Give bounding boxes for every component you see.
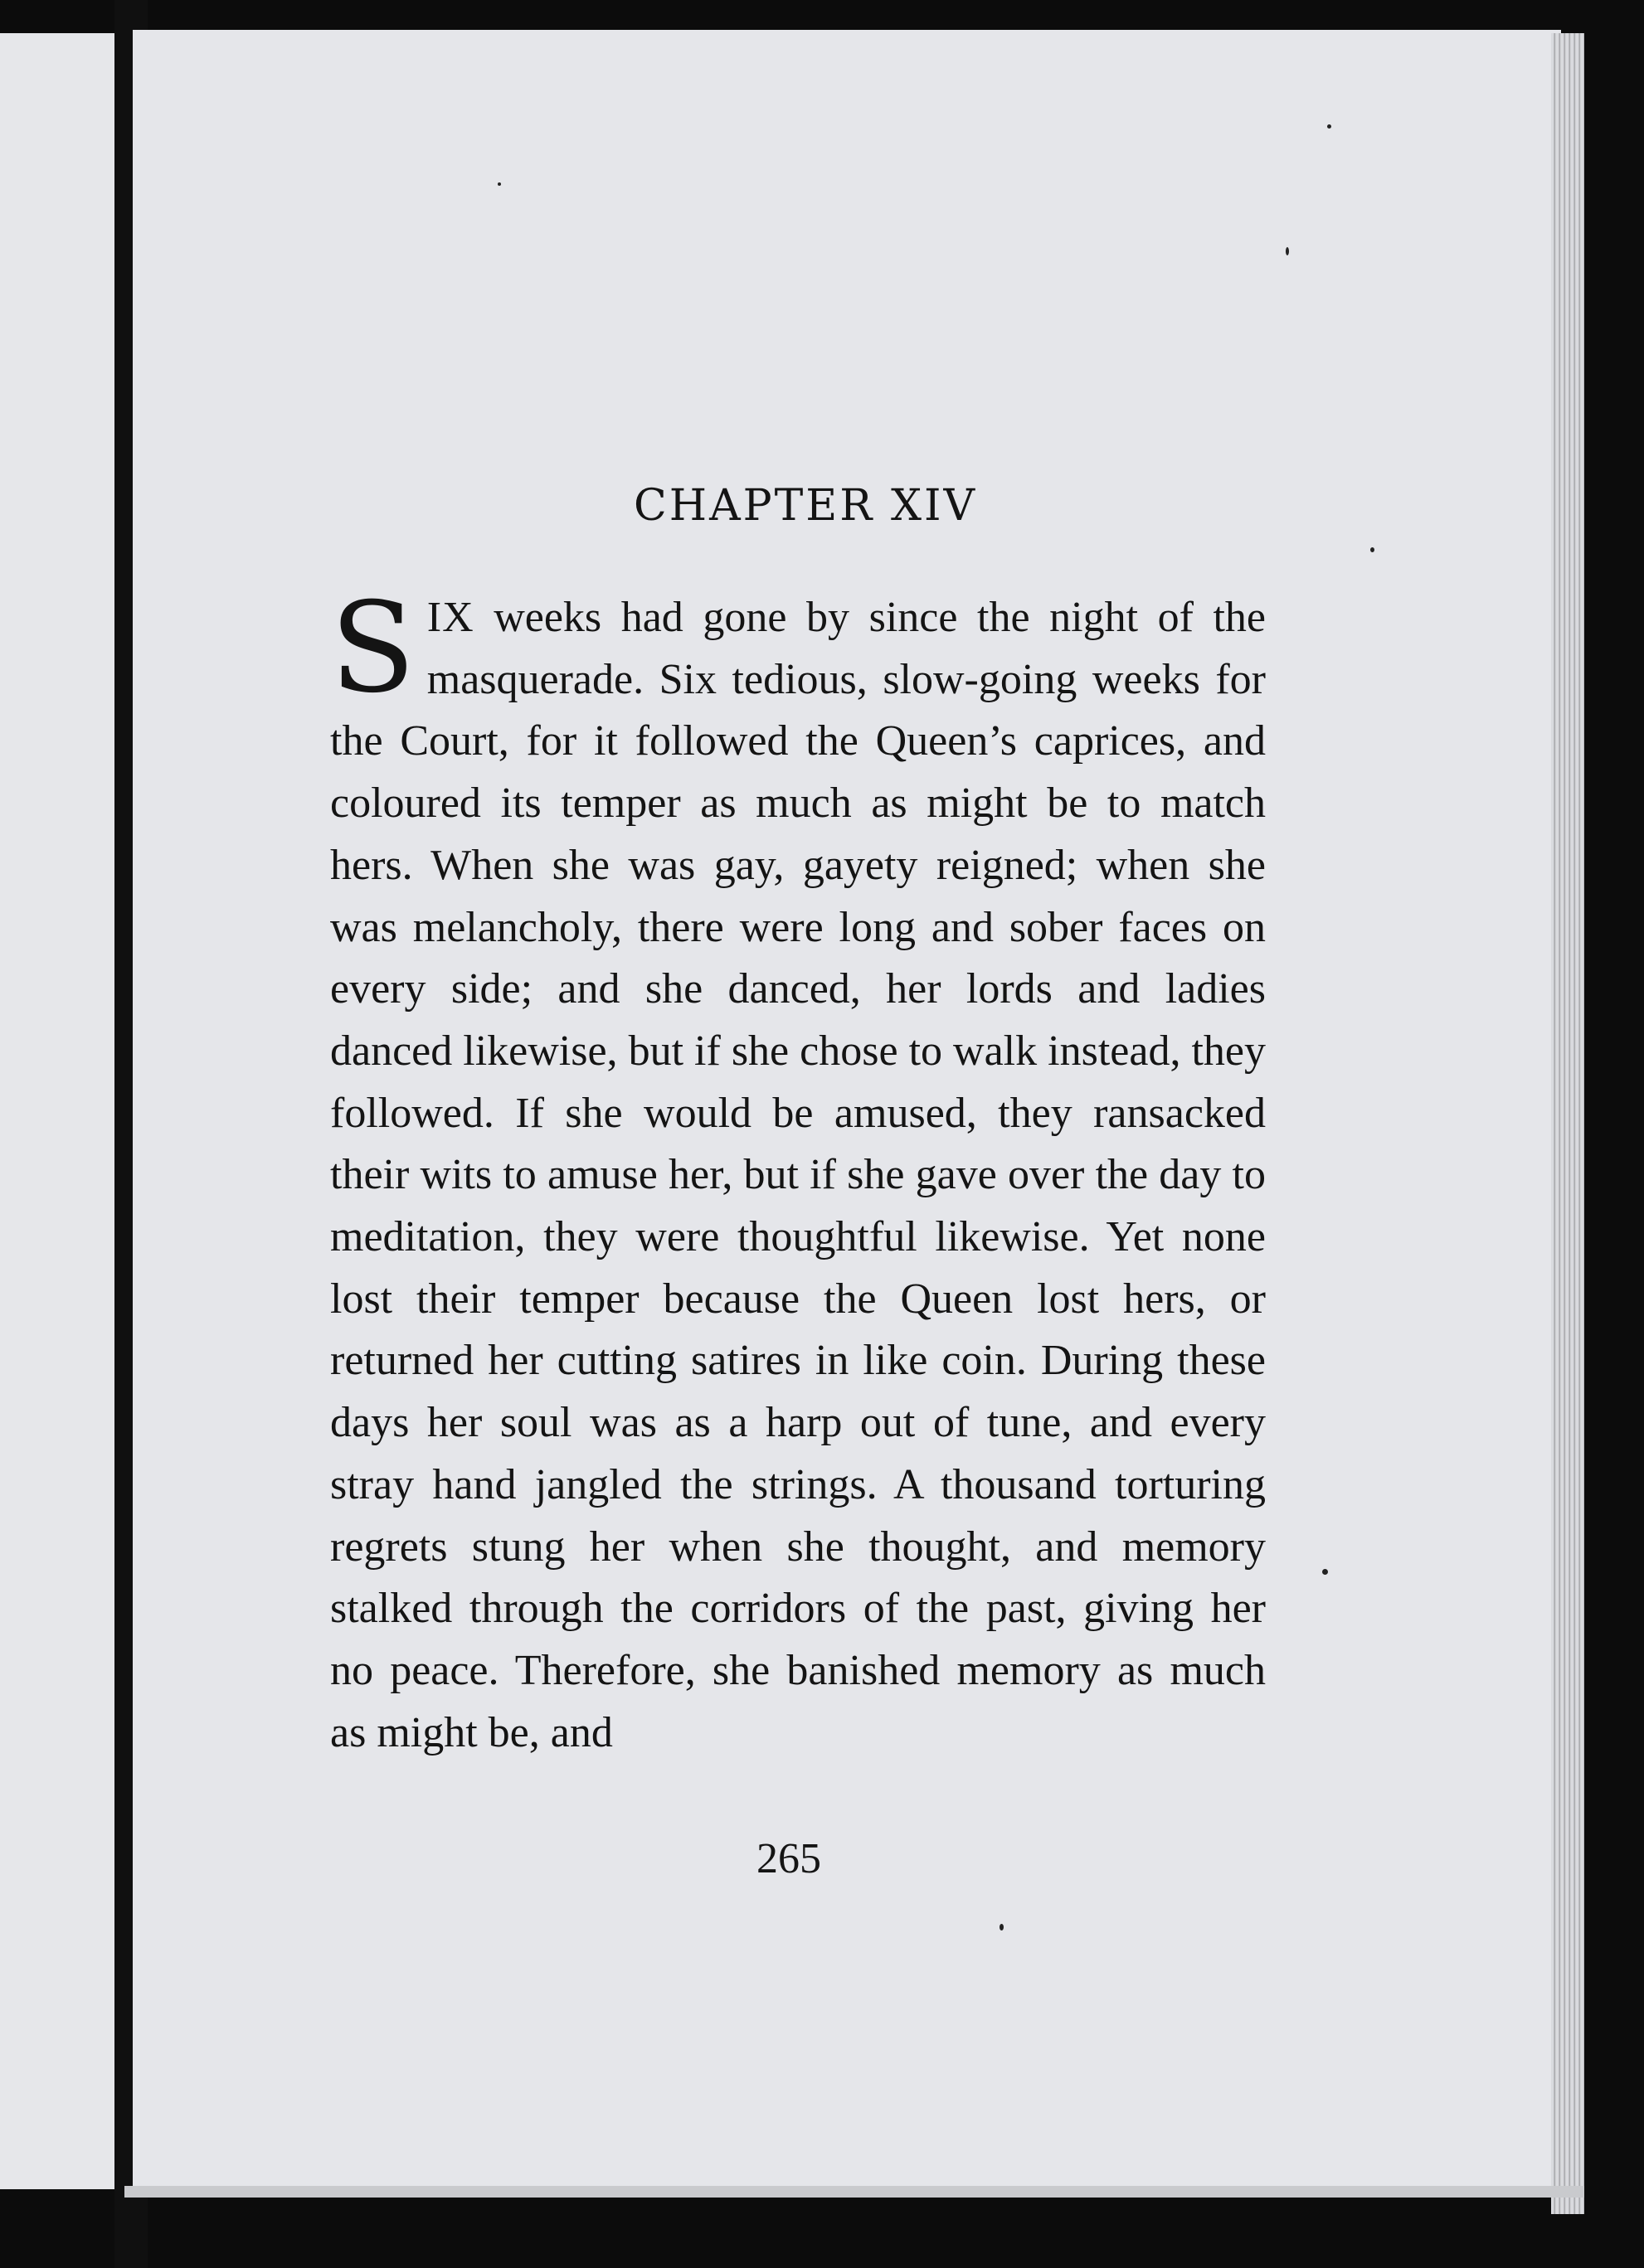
- scan-speck: [1286, 247, 1289, 255]
- page-stack-edge: [1551, 33, 1584, 2214]
- page-number: 265: [756, 1835, 821, 1882]
- page-bottom-edge: [124, 2186, 1584, 2198]
- scan-speck: [1370, 547, 1374, 552]
- scan-speck: [1000, 1924, 1004, 1930]
- drop-cap: S: [330, 576, 416, 721]
- scan-speck: [498, 182, 501, 186]
- lead-in: IX: [426, 594, 474, 641]
- scan-speck: [1327, 124, 1331, 129]
- chapter-title: CHAPTER XIV: [633, 481, 978, 531]
- chapter-paragraph: [330, 576, 1266, 1764]
- paragraph-text: weeks had gone by since the night of the masquerade. Six tedious, slow-going weeks for the Court, for it followed the Queen’s caprices, and coloured its temper as much as might be to match hers. When she was gay, gayety reigned; when she was melancholy, there were long and sober faces on every side; and she danced, her lords and ladies danced likewise, but if she chose to walk instead, they followed. If she would be amused, they ransacked their wits to amuse her, but if she gave over the day to meditation, they were thoughtful likewise. Yet none lost their temper because the Queen lost hers, or returned her cutting satires in like coin. During these days her soul was as a harp out of tune, and every stray hand jangled the strings. A thousand torturing regrets stung her when she thought, and memory stalked through the corridors of the past, giving her no peace. Therefore, she banished memory as much as might be, and: [330, 594, 1266, 1756]
- scan-speck: [1322, 1569, 1328, 1575]
